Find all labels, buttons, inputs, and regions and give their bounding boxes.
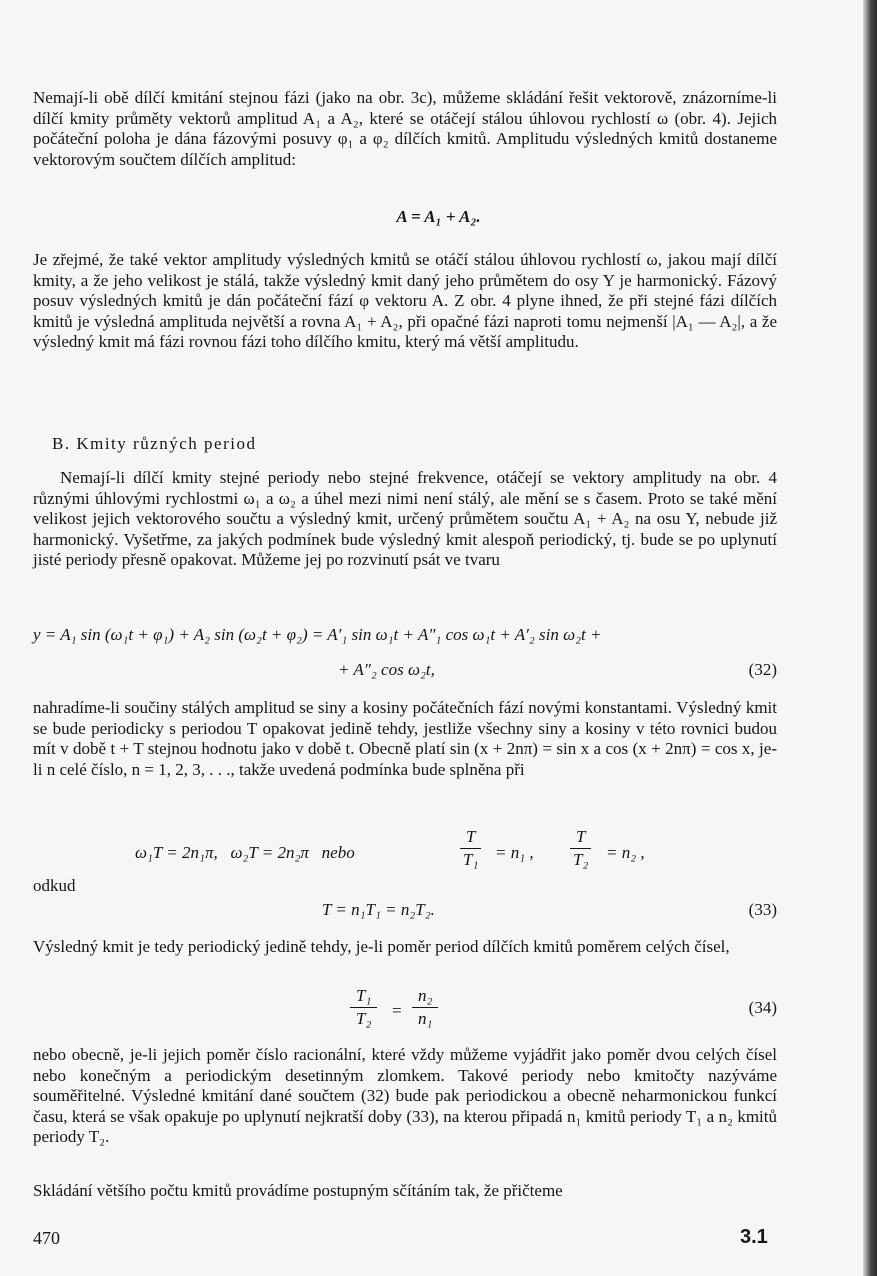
fraction-numerator: T [460,826,481,849]
fraction-T-over-T2 [570,826,591,871]
equation-34-label: (34) [748,998,777,1017]
book-binding-edge [863,0,877,1276]
paragraph-periodicity: nahradíme-li součiny stálých amplitud se siny a kosiny počátečních fází novými konstantami. Výsledný kmit se bude periodicky s periodou T opakovat jedině tehdy, jestliže všechny siny a kosiny v této rovnici budou mít v době t + T stejnou hodnotu jako v době t. Obecně platí sin (x + 2nπ) = sin x a cos (x + 2nπ) = cos x, je-li n celé číslo, n = 1, 2, 3, . . ., takže uvedená podmínka bude splněna při [33,698,777,779]
fraction-numerator: T₁ [350,985,377,1008]
fraction2-rhs: = n₂ , [606,843,645,862]
equation-34-equals: = [392,1001,402,1020]
fraction-T-over-T1 [460,826,481,871]
fraction-numerator: n₂ [412,985,438,1008]
odkud-word: odkud [33,876,76,895]
equation-33: T = n₁T₁ = n₂T₂. [322,900,435,919]
paragraph-different-periods: Nemají-li dílčí kmity stejné periody nebo stejné frekvence, otáčejí se vektory amplitudy na obr. 4 různými úhlovými rychlostmi ω₁ a ω₂ a úhel mezi nimi není stálý, ale mění se s časem. Proto se také mění velikost jejich vektorového součtu a výsledný kmit, určený průmětem součtu A₁ + A₂ na osu Y, nebude již harmonický. Vyšetřme, za jakých podmínek bude výsledný kmit alespoň periodický, tj. bude se po uplynutí jisté periody přesně opakovat. Můžeme jej po rozvinutí psát ve tvaru [33,468,777,570]
vector-sum-equation: A = A₁ + A₂. [396,207,481,226]
fraction-denominator: n₁ [418,1009,433,1028]
paragraph-intro: Nemají-li obě dílčí kmitání stejnou fázi (jako na obr. 3c), můžeme skládání řešit vektorově, znázorníme-li dílčí kmity průměty vektorů amplitud A₁ a A₂, které se otáčejí stálou úhlovou rychlostí ω (obr. 4). Jejich počáteční poloha je dána fázovými posuvy φ₁ a φ₂ dílčích kmitů. Amplitudu výsledných kmitů dostaneme vektorovým součtem dílčích amplitud: [33,88,777,169]
equation-32-line1: y = A₁ sin (ω₁t + φ₁) + A₂ sin (ω₂t + φ₂) = A′₁ sin ω₁t + A″₁ cos ω₁t + A′₂ sin ω₂t + [33,625,602,644]
paragraph-ratio: Výsledný kmit je tedy periodický jedině tehdy, je-li poměr period dílčích kmitů poměrem celých čísel, [33,937,730,956]
fraction1-rhs: = n₁ , [495,843,534,862]
page-number: 470 [33,1228,60,1248]
fraction-n2-over-n1 [412,985,438,1030]
equation-32-line2: + A″₂ cos ω₂t, [338,660,435,679]
section-heading: B. Kmity různých period [52,434,257,453]
paragraph-more-oscillations: Skládání většího počtu kmitů provádíme postupným sčítáním tak, že přičteme [33,1181,563,1200]
paragraph-commensurable: nebo obecně, je-li jejich poměr číslo racionální, které vždy můžeme vyjádřit jako poměr dvou celých čísel nebo konečným a periodickým desetinným zlomkem. Takové periody nebo kmitočty nazýváme souměřitelné. Výsledné kmitání dané součtem (32) bude pak periodickou a obecně neharmonickou funkcí času, která se však opakuje po uplynutí nejkratší doby (33), na kterou připadá n₁ kmitů periody T₁ a n₂ kmitů periody T₂. [33,1045,777,1147]
fraction-T1-over-T2 [350,985,377,1030]
condition-equations: ω₁T = 2n₁π, ω₂T = 2n₂π nebo [135,843,355,862]
paragraph-resultant: Je zřejmé, že také vektor amplitudy výsledných kmitů se otáčí stálou úhlovou rychlostí ω, jakou mají dílčí kmity, a že jeho velikost je stálá, takže výsledný kmit daný jeho průmětem do osy Y je harmonický. Fázový posuv výsledných kmitů je dán počáteční fází φ vektoru A. Z obr. 4 plyne ihned, že při stejné fázi dílčích kmitů je výsledná amplituda největší a rovna A₁ + A₂, při opačné fázi naproti tomu nejmenší |A₁ — A₂|, a že výsledný kmit má fázi rovnou fázi toho dílčího kmitu, který má větší amplitudu. [33,250,777,352]
equation-32-label: (32) [748,660,777,679]
equation-33-label: (33) [748,900,777,919]
chapter-number: 3.1 [740,1226,768,1248]
fraction-numerator: T [570,826,591,849]
fraction-denominator: T₁ [463,850,479,869]
fraction-denominator: T₂ [573,850,589,869]
fraction-denominator: T₂ [356,1009,372,1028]
